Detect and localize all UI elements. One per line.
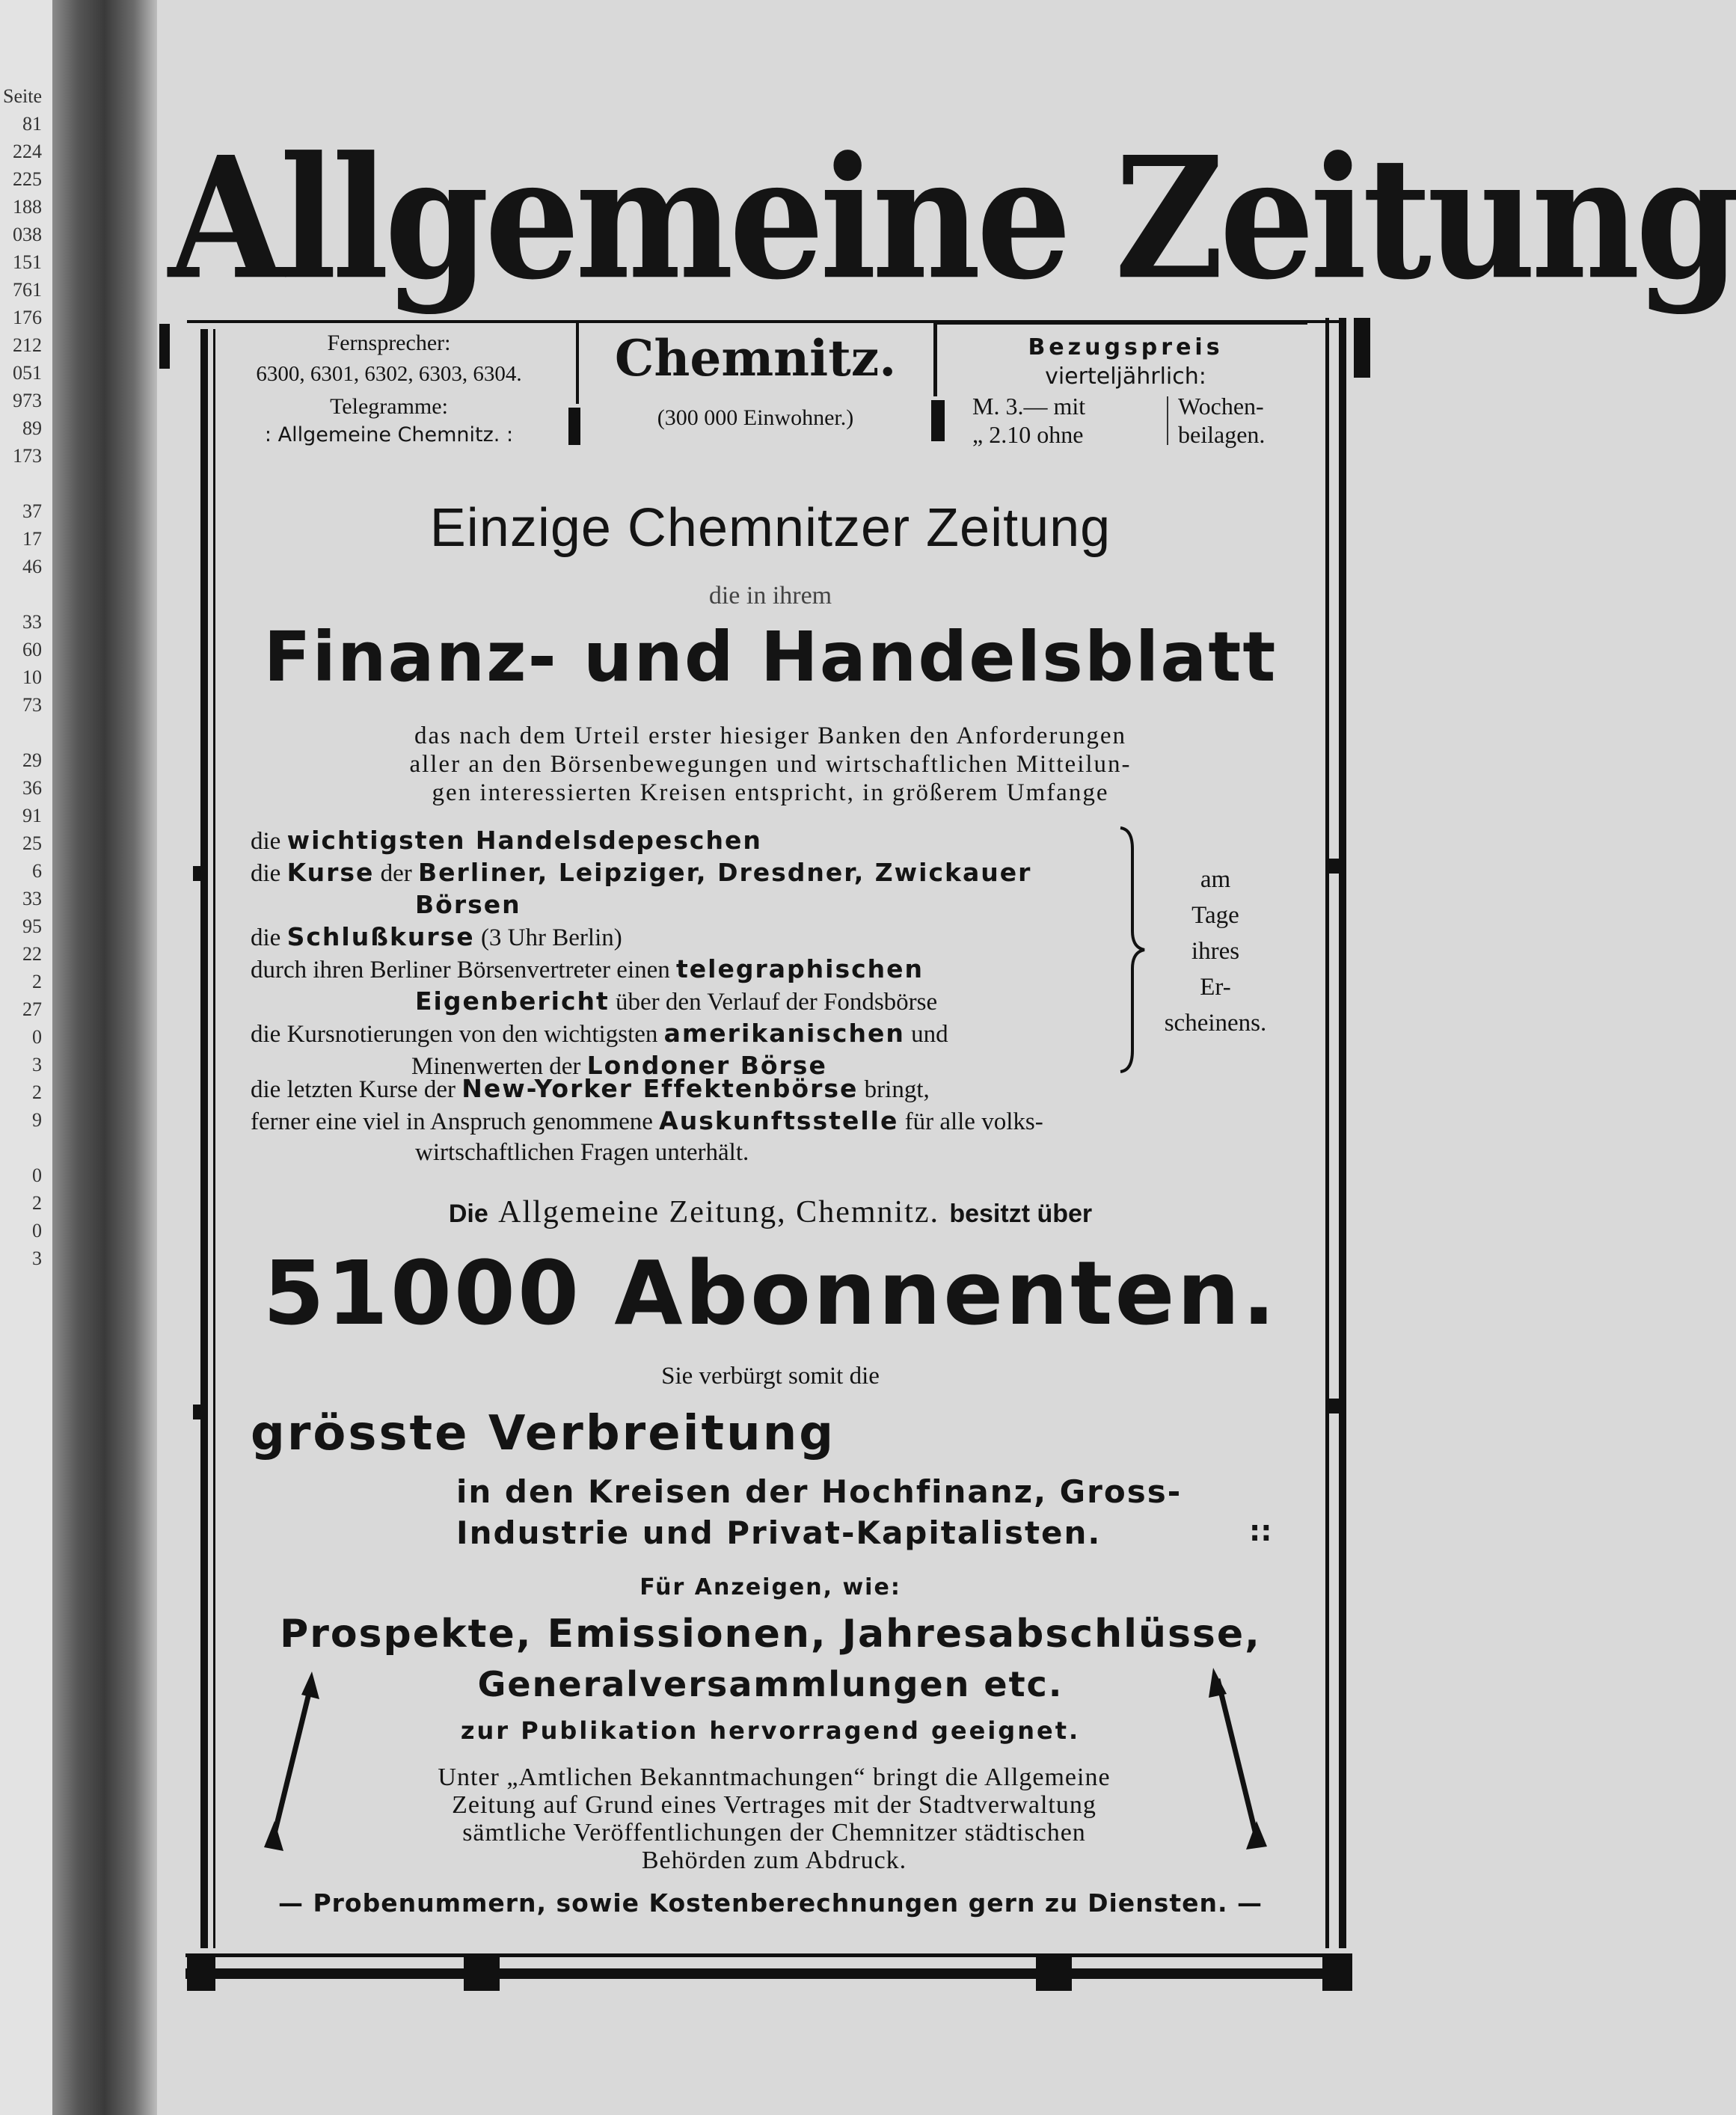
headline: Einzige Chemnitzer Zeitung: [429, 498, 1111, 558]
left-page-number: [0, 580, 42, 608]
left-page-number: 25: [22, 832, 42, 854]
left-page-number: 33: [22, 611, 42, 633]
left-page-number: 27: [22, 998, 42, 1020]
left-page-number: 176: [13, 307, 42, 328]
headline-sub: die in ihrem: [708, 582, 832, 610]
left-page-number: 89: [22, 417, 42, 439]
footer-line: — Probenummern, sowie Kostenberechnungen gern zu Diensten. —: [277, 1888, 1263, 1918]
left-page-number: 33: [22, 888, 42, 909]
header-contact-box: [217, 322, 583, 449]
circles-line-2: Industrie und Privat-Kapitalisten.: [456, 1514, 1102, 1551]
left-page-number: 212: [13, 334, 42, 356]
price-label: Bezugspreis: [1028, 334, 1224, 360]
aside-line: Tage: [1191, 902, 1239, 929]
list-item: die Schlußkurse (3 Uhr Berlin): [251, 922, 622, 951]
intro-line: das nach dem Urteil erster hiesiger Banken den Anforderungen: [414, 722, 1127, 749]
phone-numbers: 6300, 6301, 6302, 6303, 6304.: [256, 362, 522, 386]
left-page-number: 95: [22, 915, 42, 937]
population-note: (300 000 Einwohner.): [657, 405, 854, 430]
left-page-number: 81: [22, 113, 42, 135]
left-page-number: 0: [32, 1220, 42, 1241]
aside-line: ihres: [1191, 938, 1240, 965]
claim-paper-name: Allgemeine Zeitung, Chemnitz.: [498, 1195, 939, 1230]
city-title: Chemnitz.: [614, 329, 897, 387]
left-page-number: [0, 719, 42, 746]
list-item: die wichtigsten Handelsdepeschen: [251, 826, 762, 855]
left-page-number: 22: [22, 943, 42, 965]
left-page-number: 224: [13, 141, 42, 162]
official-line: Unter „Amtlichen Bekanntmachungen“ bringt die Allgemeine: [438, 1763, 1111, 1791]
left-page-number: 0: [32, 1164, 42, 1186]
price-with-supplements: M. 3.— mit: [972, 393, 1086, 420]
list-item: durch ihren Berliner Börsenvertreter einen telegraphischen: [251, 954, 924, 983]
left-page-number: 9: [32, 1109, 42, 1131]
aside-line: scheinens.: [1164, 1010, 1267, 1037]
price-period: vierteljährlich:: [1045, 363, 1206, 390]
telegram-address: : Allgemeine Chemnitz. :: [264, 423, 514, 446]
left-page-number: 36: [22, 777, 42, 799]
left-page-numbers: [0, 82, 42, 1272]
left-page-number: 151: [13, 251, 42, 273]
ads-suited: zur Publikation hervorragend geeignet.: [460, 1716, 1081, 1745]
left-page-number: Seite: [3, 85, 42, 107]
ads-types: Prospekte, Emissionen, Jahresabschlüsse,: [280, 1612, 1261, 1657]
left-page-number: [0, 1134, 42, 1161]
left-page-number: 46: [22, 556, 42, 577]
claim-line: [224, 1193, 1316, 1230]
left-page-number: 10: [22, 666, 42, 688]
price-without-supplements: „ 2.10 ohne: [972, 421, 1084, 448]
aside-line: am: [1200, 866, 1231, 893]
arrow-up-icon: [258, 1668, 325, 1855]
left-page-number: 73: [22, 694, 42, 716]
left-page-number: 188: [13, 196, 42, 218]
price-supplements-word-2: beilagen.: [1178, 421, 1266, 448]
official-notices: [322, 1763, 1227, 1874]
left-page-number: 225: [13, 168, 42, 190]
left-page-number: 37: [22, 500, 42, 522]
left-page-number: 6: [32, 860, 42, 882]
left-page-number: 2: [32, 1081, 42, 1103]
left-page-number: 973: [13, 390, 42, 411]
brace-aside: [1144, 862, 1286, 1041]
left-page-number: 761: [13, 279, 42, 301]
claim-die: Die: [448, 1200, 488, 1228]
assures-line: Sie verbürgt somit die: [661, 1363, 880, 1390]
circles-mark: ::: [1249, 1514, 1272, 1547]
left-page-number: 173: [13, 445, 42, 467]
list-item: die Kurse der Berliner, Leipziger, Dresdner, Zwickauer: [251, 858, 1032, 887]
left-page-number: 60: [22, 639, 42, 660]
intro-line: gen interessierten Kreisen entspricht, in größerem Umfange: [432, 779, 1109, 806]
list-item: Börsen: [415, 890, 521, 919]
section-title: Finanz- und Handelsblatt: [263, 617, 1278, 697]
official-line: Zeitung auf Grund eines Vertrages mit der Stadtverwaltung: [452, 1791, 1096, 1819]
left-page-number: [0, 470, 42, 497]
list-continuation: [251, 1073, 1320, 1168]
left-page-number: 3: [32, 1054, 42, 1075]
continuation-line: die letzten Kurse der New-Yorker Effektenbörse bringt,: [251, 1074, 930, 1103]
left-page-number: 038: [13, 224, 42, 245]
intro-line: aller an den Börsenbewegungen und wirtschaftlichen Mitteilun-: [409, 751, 1132, 778]
phone-label: Fernsprecher:: [327, 331, 451, 355]
left-page-number: 2: [32, 1192, 42, 1214]
header-price-box: [931, 318, 1313, 449]
official-line: Behörden zum Abdruck.: [641, 1847, 907, 1874]
masthead-title: Allgemeine Zeitung: [168, 120, 1736, 318]
list-item: Eigenbericht über den Verlauf der Fondsbörse: [415, 986, 938, 1016]
continuation-line: wirtschaftlichen Fragen unterhält.: [415, 1139, 749, 1166]
header-city-box: [598, 318, 913, 445]
left-page-number: 17: [22, 528, 42, 550]
aside-line: Er-: [1200, 974, 1231, 1001]
feature-list: [251, 825, 1111, 1082]
left-page-number: 051: [13, 362, 42, 384]
left-page-number: 3: [32, 1247, 42, 1269]
intro-paragraph: [247, 722, 1294, 807]
official-line: sämtliche Veröffentlichungen der Chemnitzer städtischen: [462, 1819, 1086, 1847]
list-item: die Kursnotierungen von den wichtigsten amerikanischen und: [251, 1019, 948, 1048]
distribution-headline: grösste Verbreitung: [251, 1406, 836, 1461]
telegram-label: Telegramme:: [330, 394, 448, 419]
left-page-number: 2: [32, 971, 42, 992]
book-gutter: [52, 0, 157, 2115]
left-page-number: 0: [32, 1026, 42, 1048]
circles-line-1: in den Kreisen der Hochfinanz, Gross-: [456, 1473, 1183, 1510]
claim-besitzt: besitzt über: [949, 1200, 1093, 1228]
list-item: Minenwerten der Londoner Börse: [411, 1051, 827, 1080]
ads-types-2: Generalversammlungen etc.: [477, 1664, 1064, 1704]
left-page-number: 91: [22, 805, 42, 826]
left-page-number: 29: [22, 749, 42, 771]
continuation-line: ferner eine viel in Anspruch genommene Auskunftsstelle für alle volks-: [251, 1106, 1043, 1135]
ads-label: Für Anzeigen, wie:: [640, 1574, 901, 1600]
subscriber-count: 51000 Abonnenten.: [263, 1241, 1278, 1345]
price-supplements-word: Wochen-: [1178, 393, 1264, 420]
